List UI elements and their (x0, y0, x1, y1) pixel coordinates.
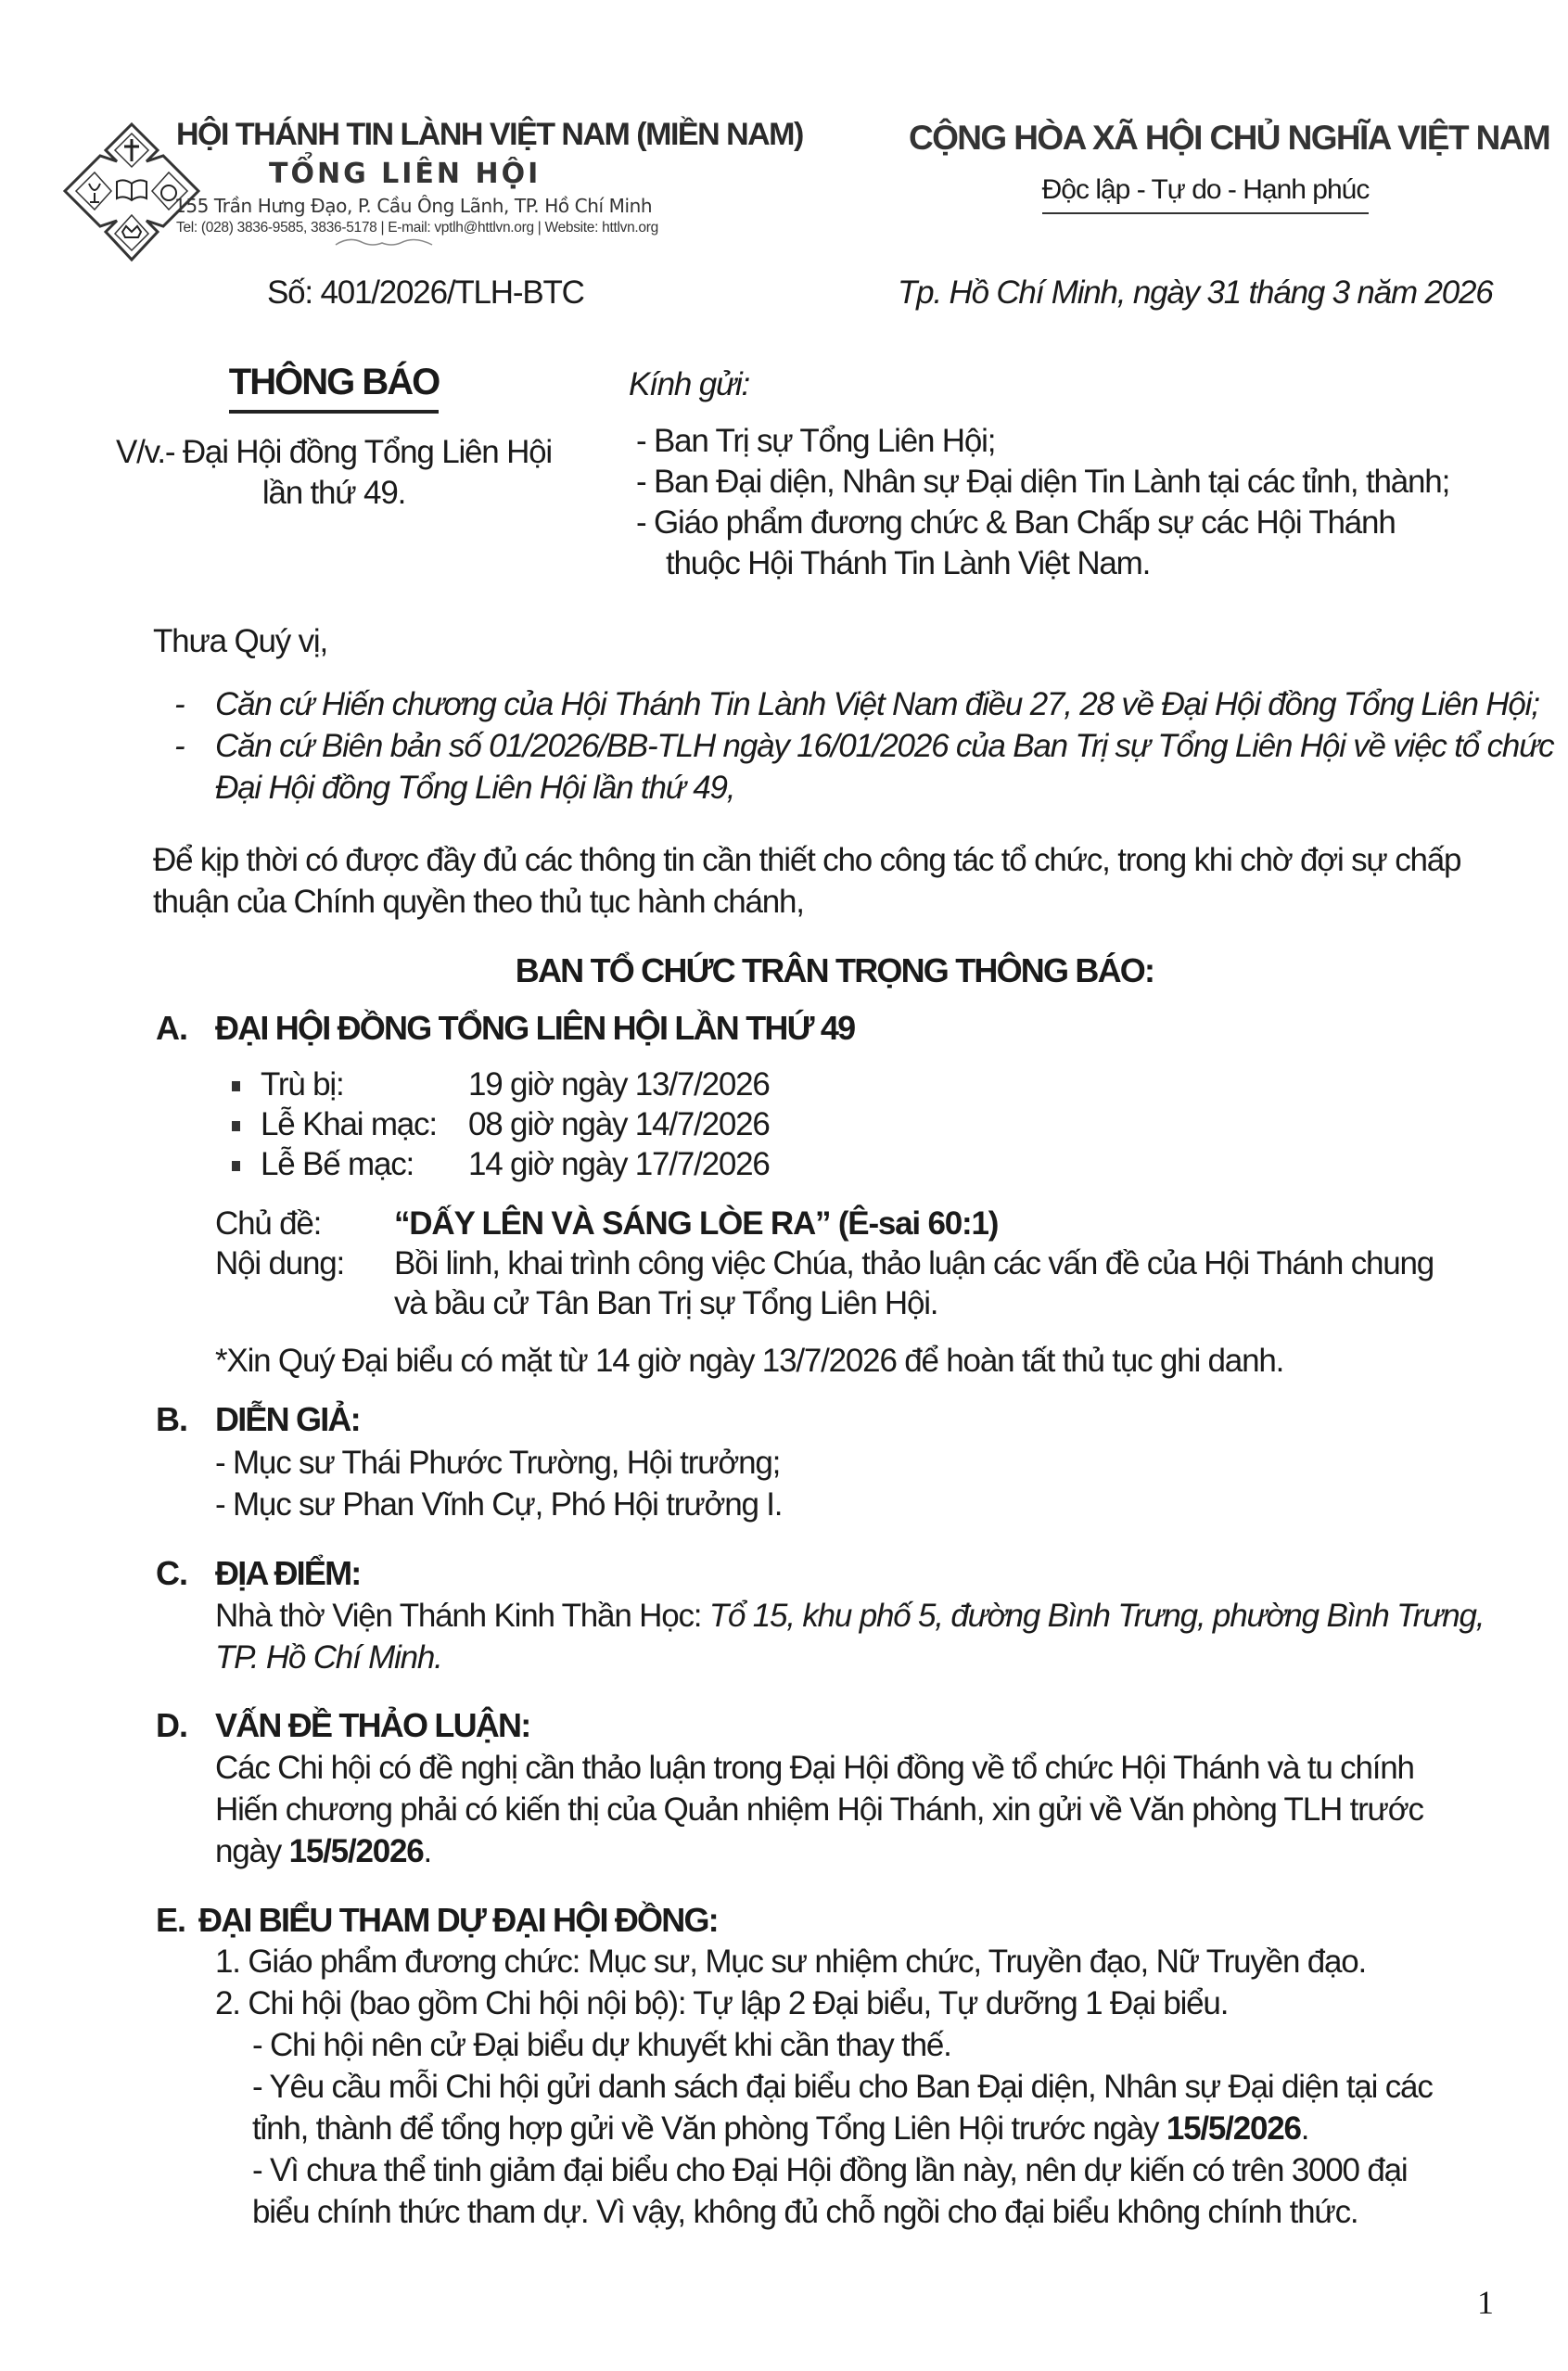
salutation: Thưa Quý vị, (153, 623, 327, 659)
basis-item: Căn cứ Hiến chương của Hội Thánh Tin Lành Việt Nam điều 27, 28 về Đại Hội đồng Tổng Liên Hội; (215, 686, 1539, 722)
notice-subject-line1: V/v.- Đại Hội đồng Tổng Liên Hội (115, 434, 553, 470)
delegate-subitem: - Yêu cầu mỗi Chi hội gửi danh sách đại biểu cho Ban Đại diện, Nhân sự Đại diện tại các (252, 2069, 1433, 2105)
venue-address: Tổ 15, khu phố 5, đường Bình Trưng, phường Bình Trưng, (708, 1598, 1485, 1634)
section-b-letter: B. (156, 1400, 187, 1438)
section-e-title: ĐẠI BIỂU THAM DỰ ĐẠI HỘI ĐỒNG: (198, 1901, 718, 1939)
notice-title-wrap (204, 362, 464, 403)
content-label: Nội dung: (215, 1245, 345, 1281)
announce-heading: BAN TỔ CHỨC TRÂN TRỌNG THÔNG BÁO: (515, 951, 1154, 989)
delegate-subitem-cont (252, 2110, 1308, 2148)
delegate-subitem: - Vì chưa thể tinh giảm đại biểu cho Đại Hội đồng lần này, nên dự kiến có trên 3000 đại (252, 2152, 1408, 2188)
place-date: Tp. Hồ Chí Minh, ngày 31 tháng 3 năm 2026 (898, 274, 1493, 311)
notice-title: THÔNG BÁO (229, 362, 439, 414)
delegate-item: 1. Giáo phẩm đương chức: Mục sư, Mục sư nhiệm chức, Truyền đạo, Nữ Truyền đạo. (215, 1944, 1367, 1980)
theme-value: “DẤY LÊN VÀ SÁNG LÒE RA” (Ê-sai 60:1) (394, 1205, 999, 1242)
intro-line: thuận của Chính quyền theo thủ tục hành chánh, (153, 884, 804, 920)
content-line: Bồi linh, khai trình công việc Chúa, thảo luận các vấn đề của Hội Thánh chung (394, 1245, 1434, 1281)
venue-name: Nhà thờ Viện Thánh Kinh Thần Học: (215, 1598, 709, 1634)
section-d-title: VẤN ĐỀ THẢO LUẬN: (215, 1706, 530, 1744)
intro-line: Để kịp thời có được đầy đủ các thông tin cần thiết cho công tác tổ chức, trong khi chờ đợi sự chấp (153, 842, 1461, 878)
recipient-item: - Giáo phẩm đương chức & Ban Chấp sự các Hội Thánh (636, 504, 1396, 541)
org-contact: Tel: (028) 3836-9585, 3836-5178 | E-mail: vptlh@httlvn.org | Website: httlvn.org (176, 220, 658, 236)
bullet-icon (232, 1161, 240, 1171)
section-c-title: ĐỊA ĐIỂM: (215, 1554, 361, 1592)
delegate-subitem-cont: biểu chính thức tham dự. Vì vậy, không đủ chỗ ngồi cho đại biểu không chính thức. (252, 2194, 1358, 2230)
bullet-icon (232, 1121, 240, 1131)
content-line: và bầu cử Tân Ban Trị sự Tổng Liên Hội. (394, 1285, 938, 1321)
org-name: HỘI THÁNH TIN LÀNH VIỆT NAM (MIỀN NAM) (176, 117, 803, 152)
delegate-item: 2. Chi hội (bao gồm Chi hội nội bộ): Tự lập 2 Đại biểu, Tự dưỡng 1 Đại biểu. (215, 1985, 1229, 2021)
section-d-letter: D. (156, 1706, 187, 1744)
schedule-value: 08 giờ ngày 14/7/2026 (468, 1106, 770, 1142)
basis-item: Căn cứ Biên bản số 01/2026/BB-TLH ngày 16/01/2026 của Ban Trị sự Tổng Liên Hội về việc tổ chức (215, 728, 1554, 764)
bullet-icon (232, 1081, 240, 1091)
org-address: 155 Trần Hưng Đạo, P. Cầu Ông Lãnh, TP. Hồ Chí Minh (174, 195, 653, 217)
motto-wrap (1039, 174, 1372, 206)
discussion-deadline-post: . (423, 1833, 432, 1869)
discussion-deadline-pre: ngày (215, 1833, 289, 1869)
delegate-deadline: 15/5/2026 (1166, 2110, 1301, 2147)
delegate-deadline-pre: tỉnh, thành để tổng hợp gửi về Văn phòng Tổng Liên Hội trước ngày (252, 2110, 1166, 2147)
delegate-deadline-post: . (1300, 2110, 1309, 2147)
discussion-deadline: 15/5/2026 (288, 1833, 424, 1869)
delegate-subitem: - Chi hội nên cử Đại biểu dự khuyết khi cần thay thế. (252, 2027, 951, 2063)
document-number: Số: 401/2026/TLH-BTC (267, 274, 584, 311)
schedule-row (232, 1146, 414, 1183)
schedule-label: Trù bị: (261, 1066, 344, 1103)
schedule-row (232, 1106, 437, 1143)
basis-dash: - (174, 728, 185, 764)
schedule-value: 14 giờ ngày 17/7/2026 (468, 1146, 770, 1182)
ornament-divider-icon (334, 236, 436, 250)
discussion-line (215, 1833, 431, 1870)
venue-address-cont: TP. Hồ Chí Minh. (215, 1639, 442, 1676)
org-subname: TỔNG LIÊN HỘI (269, 158, 542, 190)
venue-line (215, 1598, 1484, 1635)
discussion-line: Các Chi hội có đề nghị cần thảo luận trong Đại Hội đồng về tổ chức Hội Thánh và tu chính (215, 1750, 1414, 1786)
speaker-item: - Mục sư Thái Phước Trường, Hội trưởng; (215, 1445, 781, 1481)
discussion-line: Hiến chương phải có kiến thị của Quản nhiệm Hội Thánh, xin gửi về Văn phòng TLH trước (215, 1791, 1423, 1828)
registration-note: *Xin Quý Đại biểu có mặt từ 14 giờ ngày 13/7/2026 để hoàn tất thủ tục ghi danh. (215, 1343, 1284, 1379)
notice-subject-line2: lần thứ 49. (261, 475, 406, 511)
recipient-item: thuộc Hội Thánh Tin Lành Việt Nam. (666, 545, 1151, 581)
section-e-letter: E. (156, 1901, 186, 1939)
basis-item-cont: Đại Hội đồng Tổng Liên Hội lần thứ 49, (215, 770, 735, 806)
schedule-row (232, 1066, 344, 1103)
section-a-title: ĐẠI HỘI ĐỒNG TỔNG LIÊN HỘI LẦN THỨ 49 (215, 1009, 855, 1047)
recipient-item: - Ban Trị sự Tổng Liên Hội; (636, 423, 996, 459)
basis-dash: - (174, 686, 185, 722)
schedule-label: Lễ Khai mạc: (261, 1106, 437, 1142)
schedule-value: 19 giờ ngày 13/7/2026 (468, 1066, 770, 1103)
recipient-item: - Ban Đại diện, Nhân sự Đại diện Tin Lành tại các tỉnh, thành; (636, 464, 1450, 500)
section-b-title: DIỄN GIẢ: (215, 1400, 360, 1438)
schedule-label: Lễ Bế mạc: (261, 1146, 414, 1182)
section-c-letter: C. (156, 1554, 187, 1592)
section-a-letter: A. (156, 1009, 187, 1047)
national-motto: Độc lập - Tự do - Hạnh phúc (1042, 174, 1370, 214)
page-number: 1 (1477, 2284, 1494, 2321)
speaker-item: - Mục sư Phan Vĩnh Cự, Phó Hội trưởng I. (215, 1486, 783, 1523)
national-title: CỘNG HÒA XÃ HỘI CHỦ NGHĨA VIỆT NAM (909, 119, 1550, 157)
recipients-label: Kính gửi: (629, 366, 750, 402)
theme-label: Chủ đề: (215, 1205, 322, 1242)
